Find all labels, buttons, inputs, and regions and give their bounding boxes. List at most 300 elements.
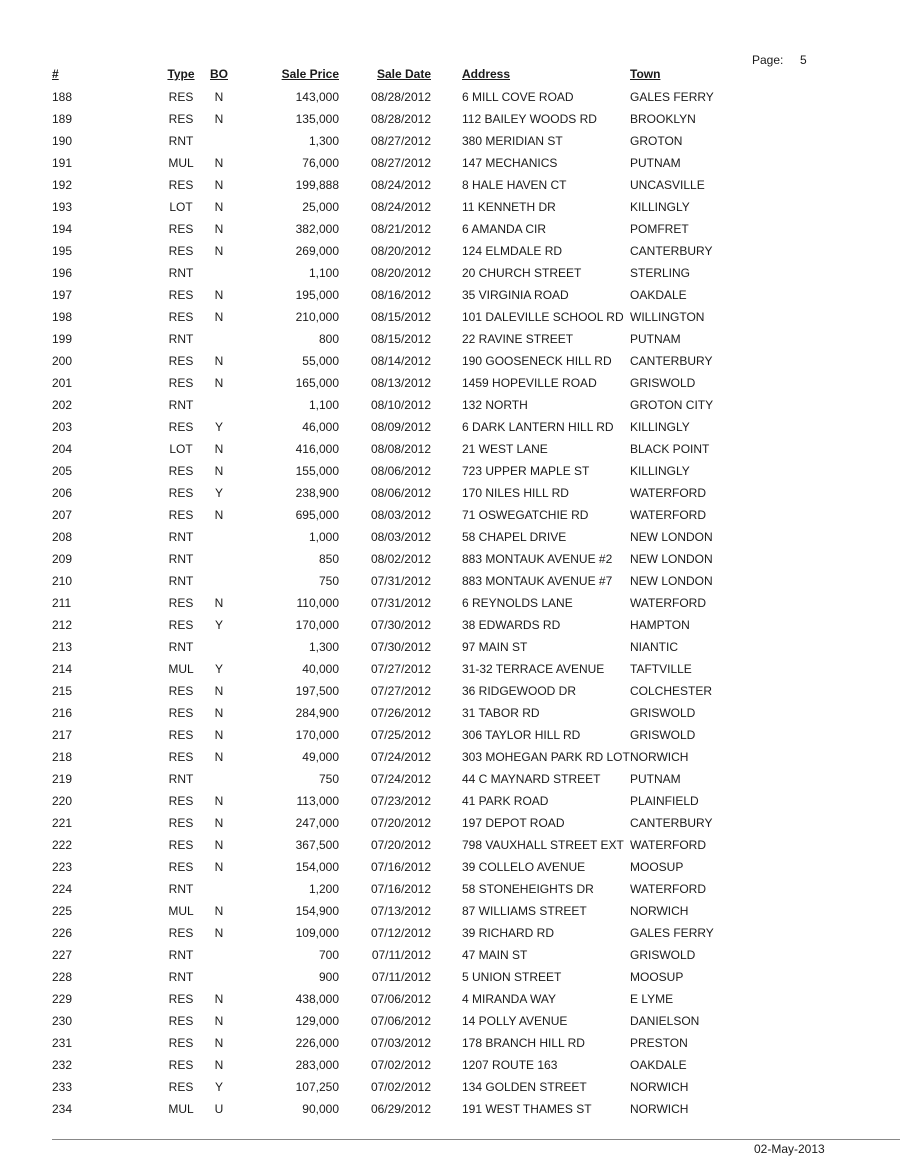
column-header-address: Address bbox=[462, 67, 511, 81]
cell-bo bbox=[209, 878, 229, 900]
cell-type: RES bbox=[168, 376, 194, 390]
cell-town: GRISWOLD bbox=[630, 706, 696, 720]
cell-address: 101 DALEVILLE SCHOOL RD bbox=[462, 310, 624, 324]
cell-type: LOT bbox=[169, 442, 193, 456]
cell-sale-price: 135,000 bbox=[295, 112, 339, 126]
cell-address: 112 BAILEY WOODS RD bbox=[462, 112, 597, 126]
cell-number: 225 bbox=[52, 904, 73, 918]
cell-address: 6 REYNOLDS LANE bbox=[462, 596, 573, 610]
cell-number: 230 bbox=[52, 1014, 73, 1028]
cell-number: 224 bbox=[52, 882, 73, 896]
cell-type: RES bbox=[168, 596, 194, 610]
cell-bo bbox=[209, 570, 229, 592]
cell-type: RES bbox=[168, 222, 194, 236]
cell-type: RES bbox=[168, 244, 194, 258]
cell-sale-date: 07/27/2012 bbox=[370, 684, 431, 698]
cell-address: 197 DEPOT ROAD bbox=[462, 816, 565, 830]
cell-sale-price: 1,100 bbox=[308, 398, 339, 412]
cell-bo: N bbox=[214, 244, 224, 258]
cell-sale-price: 900 bbox=[318, 970, 339, 984]
cell-type: RES bbox=[168, 420, 194, 434]
table-row bbox=[0, 658, 740, 680]
cell-bo bbox=[209, 944, 229, 966]
table-row bbox=[0, 548, 740, 570]
cell-number: 210 bbox=[52, 574, 73, 588]
cell-bo: N bbox=[214, 90, 224, 104]
cell-bo bbox=[209, 328, 229, 350]
cell-number: 213 bbox=[52, 640, 73, 654]
cell-town: GROTON CITY bbox=[630, 398, 714, 412]
table-row bbox=[0, 240, 740, 262]
cell-address: 883 MONTAUK AVENUE #2 bbox=[462, 552, 613, 566]
cell-bo: N bbox=[214, 838, 224, 852]
cell-town: NEW LONDON bbox=[630, 530, 713, 544]
cell-bo: Y bbox=[214, 662, 223, 676]
cell-town: DANIELSON bbox=[630, 1014, 700, 1028]
cell-sale-price: 382,000 bbox=[295, 222, 339, 236]
cell-number: 207 bbox=[52, 508, 73, 522]
cell-number: 232 bbox=[52, 1058, 73, 1072]
table-row bbox=[0, 1098, 740, 1120]
cell-sale-price: 129,000 bbox=[295, 1014, 339, 1028]
cell-sale-date: 07/24/2012 bbox=[370, 750, 431, 764]
cell-bo: N bbox=[214, 464, 224, 478]
cell-town: PRESTON bbox=[630, 1036, 688, 1050]
sales-table bbox=[0, 62, 740, 1120]
cell-town: NEW LONDON bbox=[630, 552, 713, 566]
cell-address: 132 NORTH bbox=[462, 398, 528, 412]
footer-date: 02-May-2013 bbox=[754, 1142, 825, 1156]
cell-number: 190 bbox=[52, 134, 73, 148]
table-row bbox=[0, 922, 740, 944]
cell-type: RES bbox=[168, 794, 194, 808]
cell-sale-date: 07/31/2012 bbox=[370, 596, 431, 610]
cell-sale-price: 109,000 bbox=[295, 926, 339, 940]
cell-bo: N bbox=[214, 288, 224, 302]
cell-bo: N bbox=[214, 442, 224, 456]
cell-sale-date: 08/27/2012 bbox=[370, 156, 431, 170]
cell-bo bbox=[209, 526, 229, 548]
cell-sale-date: 07/23/2012 bbox=[370, 794, 431, 808]
cell-sale-price: 283,000 bbox=[295, 1058, 339, 1072]
cell-town: STERLING bbox=[630, 266, 691, 280]
cell-number: 191 bbox=[52, 156, 73, 170]
cell-bo: N bbox=[214, 596, 224, 610]
cell-address: 58 CHAPEL DRIVE bbox=[462, 530, 567, 544]
cell-bo: N bbox=[214, 376, 224, 390]
cell-type: MUL bbox=[168, 156, 194, 170]
cell-type: MUL bbox=[168, 662, 194, 676]
cell-sale-price: 49,000 bbox=[302, 750, 339, 764]
cell-sale-date: 08/02/2012 bbox=[370, 552, 431, 566]
cell-type: RES bbox=[168, 728, 194, 742]
cell-address: 5 UNION STREET bbox=[462, 970, 562, 984]
cell-sale-date: 08/28/2012 bbox=[370, 112, 431, 126]
cell-sale-date: 08/15/2012 bbox=[370, 310, 431, 324]
page-number: 5 bbox=[800, 53, 807, 67]
cell-town: PUTNAM bbox=[630, 772, 681, 786]
cell-number: 201 bbox=[52, 376, 73, 390]
cell-type: RNT bbox=[168, 882, 194, 896]
cell-sale-price: 1,200 bbox=[308, 882, 339, 896]
cell-address: 36 RIDGEWOOD DR bbox=[462, 684, 577, 698]
column-header-bo: BO bbox=[210, 67, 228, 81]
cell-address: 71 OSWEGATCHIE RD bbox=[462, 508, 589, 522]
cell-number: 200 bbox=[52, 354, 73, 368]
table-body bbox=[0, 86, 740, 1120]
cell-bo bbox=[209, 262, 229, 284]
table-row bbox=[0, 1054, 740, 1076]
cell-address: 21 WEST LANE bbox=[462, 442, 548, 456]
cell-number: 208 bbox=[52, 530, 73, 544]
cell-sale-date: 07/16/2012 bbox=[370, 882, 431, 896]
cell-town: NORWICH bbox=[630, 1080, 689, 1094]
cell-bo: U bbox=[214, 1102, 224, 1116]
cell-type: RNT bbox=[168, 552, 194, 566]
cell-town: BROOKLYN bbox=[630, 112, 696, 126]
cell-address: 124 ELMDALE RD bbox=[462, 244, 563, 258]
cell-sale-price: 210,000 bbox=[295, 310, 339, 324]
cell-number: 189 bbox=[52, 112, 73, 126]
cell-sale-date: 08/06/2012 bbox=[370, 486, 431, 500]
cell-number: 219 bbox=[52, 772, 73, 786]
cell-town: BLACK POINT bbox=[630, 442, 710, 456]
cell-sale-date: 08/16/2012 bbox=[370, 288, 431, 302]
cell-address: 39 COLLELO AVENUE bbox=[462, 860, 586, 874]
cell-address: 6 DARK LANTERN HILL RD bbox=[462, 420, 614, 434]
cell-number: 215 bbox=[52, 684, 73, 698]
cell-sale-date: 07/06/2012 bbox=[370, 1014, 431, 1028]
cell-address: 191 WEST THAMES ST bbox=[462, 1102, 592, 1116]
cell-bo: N bbox=[214, 860, 224, 874]
cell-number: 222 bbox=[52, 838, 73, 852]
cell-sale-price: 90,000 bbox=[302, 1102, 339, 1116]
cell-bo: N bbox=[214, 508, 224, 522]
cell-address: 6 MILL COVE ROAD bbox=[462, 90, 574, 104]
cell-number: 195 bbox=[52, 244, 73, 258]
cell-address: 883 MONTAUK AVENUE #7 bbox=[462, 574, 613, 588]
cell-type: RES bbox=[168, 508, 194, 522]
cell-type: RES bbox=[168, 706, 194, 720]
cell-number: 198 bbox=[52, 310, 73, 324]
cell-sale-date: 07/26/2012 bbox=[370, 706, 431, 720]
cell-sale-date: 08/15/2012 bbox=[370, 332, 431, 346]
table-row bbox=[0, 1032, 740, 1054]
cell-sale-price: 247,000 bbox=[295, 816, 339, 830]
cell-sale-date: 07/11/2012 bbox=[371, 948, 431, 962]
cell-bo: N bbox=[214, 728, 224, 742]
cell-sale-price: 416,000 bbox=[295, 442, 339, 456]
column-header-sale-price: Sale Price bbox=[281, 67, 339, 81]
cell-sale-price: 197,500 bbox=[295, 684, 339, 698]
cell-sale-price: 46,000 bbox=[302, 420, 339, 434]
cell-number: 203 bbox=[52, 420, 73, 434]
cell-town: WATERFORD bbox=[630, 882, 706, 896]
cell-sale-date: 08/21/2012 bbox=[370, 222, 431, 236]
cell-number: 193 bbox=[52, 200, 73, 214]
cell-address: 190 GOOSENECK HILL RD bbox=[462, 354, 612, 368]
cell-number: 214 bbox=[52, 662, 73, 676]
cell-bo: Y bbox=[214, 1080, 223, 1094]
cell-town: OAKDALE bbox=[630, 1058, 687, 1072]
table-row bbox=[0, 438, 740, 460]
cell-type: RES bbox=[168, 464, 194, 478]
table-row bbox=[0, 416, 740, 438]
cell-type: RES bbox=[168, 618, 194, 632]
cell-sale-price: 170,000 bbox=[295, 728, 339, 742]
cell-town: KILLINGLY bbox=[630, 200, 690, 214]
cell-sale-date: 06/29/2012 bbox=[370, 1102, 431, 1116]
table-row bbox=[0, 262, 740, 284]
cell-town: CANTERBURY bbox=[630, 816, 713, 830]
cell-number: 206 bbox=[52, 486, 73, 500]
cell-sale-price: 154,900 bbox=[295, 904, 339, 918]
cell-number: 231 bbox=[52, 1036, 73, 1050]
table-row bbox=[0, 284, 740, 306]
cell-town: POMFRET bbox=[630, 222, 689, 236]
cell-address: 303 MOHEGAN PARK RD LOT bbox=[462, 750, 630, 764]
cell-sale-date: 08/14/2012 bbox=[370, 354, 431, 368]
cell-town: GRISWOLD bbox=[630, 376, 696, 390]
cell-town: WILLINGTON bbox=[630, 310, 705, 324]
table-row bbox=[0, 966, 740, 988]
cell-town: UNCASVILLE bbox=[630, 178, 705, 192]
cell-town: NIANTIC bbox=[630, 640, 678, 654]
cell-number: 216 bbox=[52, 706, 73, 720]
cell-type: MUL bbox=[168, 904, 194, 918]
cell-sale-price: 226,000 bbox=[295, 1036, 339, 1050]
cell-address: 306 TAYLOR HILL RD bbox=[462, 728, 581, 742]
cell-type: RES bbox=[168, 860, 194, 874]
cell-bo: N bbox=[214, 1036, 224, 1050]
column-header-type: Type bbox=[167, 67, 195, 81]
cell-address: 11 KENNETH DR bbox=[462, 200, 556, 214]
cell-number: 229 bbox=[52, 992, 73, 1006]
cell-address: 8 HALE HAVEN CT bbox=[462, 178, 567, 192]
cell-sale-price: 76,000 bbox=[302, 156, 339, 170]
cell-bo bbox=[209, 130, 229, 152]
cell-number: 220 bbox=[52, 794, 73, 808]
table-row bbox=[0, 394, 740, 416]
table-row bbox=[0, 86, 740, 108]
cell-address: 39 RICHARD RD bbox=[462, 926, 555, 940]
cell-type: RES bbox=[168, 1080, 194, 1094]
cell-sale-price: 1,300 bbox=[308, 134, 339, 148]
cell-bo: N bbox=[214, 750, 224, 764]
cell-number: 204 bbox=[52, 442, 73, 456]
cell-address: 380 MERIDIAN ST bbox=[462, 134, 563, 148]
cell-bo: N bbox=[214, 684, 224, 698]
table-row bbox=[0, 460, 740, 482]
cell-town: WATERFORD bbox=[630, 596, 706, 610]
table-row bbox=[0, 988, 740, 1010]
table-row bbox=[0, 196, 740, 218]
cell-address: 97 MAIN ST bbox=[462, 640, 528, 654]
cell-town: NORWICH bbox=[630, 1102, 689, 1116]
cell-type: RNT bbox=[168, 134, 194, 148]
cell-type: RES bbox=[168, 112, 194, 126]
cell-address: 4 MIRANDA WAY bbox=[462, 992, 557, 1006]
cell-number: 194 bbox=[52, 222, 73, 236]
cell-sale-price: 1,300 bbox=[308, 640, 339, 654]
cell-number: 188 bbox=[52, 90, 73, 104]
cell-bo: N bbox=[214, 926, 224, 940]
cell-town: GROTON bbox=[630, 134, 683, 148]
cell-number: 223 bbox=[52, 860, 73, 874]
cell-address: 22 RAVINE STREET bbox=[462, 332, 574, 346]
table-row bbox=[0, 944, 740, 966]
cell-sale-date: 07/25/2012 bbox=[370, 728, 431, 742]
cell-sale-date: 07/30/2012 bbox=[370, 618, 431, 632]
cell-sale-price: 750 bbox=[318, 574, 339, 588]
cell-town: E LYME bbox=[630, 992, 674, 1006]
column-header-number: # bbox=[52, 67, 59, 81]
cell-address: 58 STONEHEIGHTS DR bbox=[462, 882, 594, 896]
cell-type: RES bbox=[168, 838, 194, 852]
cell-sale-date: 08/08/2012 bbox=[370, 442, 431, 456]
cell-sale-price: 107,250 bbox=[295, 1080, 339, 1094]
cell-number: 199 bbox=[52, 332, 73, 346]
table-row bbox=[0, 1010, 740, 1032]
table-row bbox=[0, 328, 740, 350]
cell-sale-price: 199,888 bbox=[295, 178, 339, 192]
cell-bo: Y bbox=[214, 420, 223, 434]
cell-town: GALES FERRY bbox=[630, 90, 714, 104]
cell-type: RNT bbox=[168, 332, 194, 346]
cell-bo bbox=[209, 768, 229, 790]
cell-type: RES bbox=[168, 816, 194, 830]
cell-address: 20 CHURCH STREET bbox=[462, 266, 582, 280]
table-row bbox=[0, 790, 740, 812]
cell-sale-price: 170,000 bbox=[295, 618, 339, 632]
cell-town: MOOSUP bbox=[630, 860, 684, 874]
table-row bbox=[0, 174, 740, 196]
cell-sale-date: 08/10/2012 bbox=[370, 398, 431, 412]
table-row bbox=[0, 680, 740, 702]
cell-number: 218 bbox=[52, 750, 73, 764]
table-row bbox=[0, 768, 740, 790]
cell-bo: N bbox=[214, 178, 224, 192]
cell-sale-date: 07/31/2012 bbox=[370, 574, 431, 588]
table-row bbox=[0, 878, 740, 900]
cell-type: MUL bbox=[168, 1102, 194, 1116]
table-row bbox=[0, 746, 740, 768]
cell-bo: N bbox=[214, 200, 224, 214]
cell-town: HAMPTON bbox=[630, 618, 690, 632]
cell-town: WATERFORD bbox=[630, 838, 706, 852]
cell-type: RES bbox=[168, 486, 194, 500]
cell-sale-date: 07/24/2012 bbox=[370, 772, 431, 786]
cell-sale-price: 40,000 bbox=[302, 662, 339, 676]
cell-type: RES bbox=[168, 1036, 194, 1050]
cell-type: RES bbox=[168, 992, 194, 1006]
table-row bbox=[0, 570, 740, 592]
cell-bo: N bbox=[214, 156, 224, 170]
table-row bbox=[0, 218, 740, 240]
cell-address: 6 AMANDA CIR bbox=[462, 222, 547, 236]
cell-sale-price: 110,000 bbox=[296, 596, 339, 610]
cell-type: RES bbox=[168, 684, 194, 698]
cell-bo bbox=[209, 394, 229, 416]
cell-sale-price: 284,900 bbox=[295, 706, 339, 720]
table-row bbox=[0, 812, 740, 834]
cell-number: 197 bbox=[52, 288, 73, 302]
cell-address: 38 EDWARDS RD bbox=[462, 618, 561, 632]
cell-type: RNT bbox=[168, 266, 194, 280]
cell-number: 196 bbox=[52, 266, 73, 280]
cell-town: NORWICH bbox=[630, 750, 689, 764]
cell-sale-price: 695,000 bbox=[295, 508, 339, 522]
cell-bo: N bbox=[214, 1058, 224, 1072]
cell-bo bbox=[209, 636, 229, 658]
cell-town: KILLINGLY bbox=[630, 464, 690, 478]
column-header-town: Town bbox=[630, 67, 661, 81]
cell-number: 202 bbox=[52, 398, 73, 412]
table-row bbox=[0, 526, 740, 548]
cell-number: 205 bbox=[52, 464, 73, 478]
cell-number: 227 bbox=[52, 948, 73, 962]
cell-type: RES bbox=[168, 1014, 194, 1028]
cell-bo: N bbox=[214, 1014, 224, 1028]
cell-number: 211 bbox=[52, 596, 72, 610]
cell-bo: N bbox=[214, 992, 224, 1006]
cell-bo: Y bbox=[214, 486, 223, 500]
cell-sale-date: 08/24/2012 bbox=[370, 200, 431, 214]
cell-town: NEW LONDON bbox=[630, 574, 713, 588]
table-row bbox=[0, 350, 740, 372]
cell-sale-price: 438,000 bbox=[295, 992, 339, 1006]
cell-sale-date: 08/03/2012 bbox=[370, 508, 431, 522]
table-row bbox=[0, 614, 740, 636]
table-row bbox=[0, 636, 740, 658]
cell-bo: N bbox=[214, 816, 224, 830]
cell-sale-date: 08/06/2012 bbox=[370, 464, 431, 478]
cell-type: RNT bbox=[168, 948, 194, 962]
cell-address: 41 PARK ROAD bbox=[462, 794, 549, 808]
cell-number: 212 bbox=[52, 618, 73, 632]
cell-type: RES bbox=[168, 90, 194, 104]
cell-address: 1459 HOPEVILLE ROAD bbox=[462, 376, 597, 390]
cell-sale-date: 07/20/2012 bbox=[370, 816, 431, 830]
cell-bo: Y bbox=[214, 618, 223, 632]
cell-town: MOOSUP bbox=[630, 970, 684, 984]
cell-type: RNT bbox=[168, 574, 194, 588]
cell-town: WATERFORD bbox=[630, 486, 706, 500]
cell-bo bbox=[209, 548, 229, 570]
cell-address: 14 POLLY AVENUE bbox=[462, 1014, 568, 1028]
table-row bbox=[0, 152, 740, 174]
cell-sale-price: 155,000 bbox=[295, 464, 339, 478]
cell-bo bbox=[209, 966, 229, 988]
cell-town: GALES FERRY bbox=[630, 926, 714, 940]
cell-town: OAKDALE bbox=[630, 288, 687, 302]
cell-town: PUTNAM bbox=[630, 156, 681, 170]
cell-number: 233 bbox=[52, 1080, 73, 1094]
cell-number: 217 bbox=[52, 728, 73, 742]
cell-address: 44 C MAYNARD STREET bbox=[462, 772, 601, 786]
cell-sale-price: 800 bbox=[318, 332, 339, 346]
cell-town: KILLINGLY bbox=[630, 420, 690, 434]
table-row bbox=[0, 108, 740, 130]
cell-town: CANTERBURY bbox=[630, 244, 713, 258]
cell-type: RNT bbox=[168, 398, 194, 412]
table-row bbox=[0, 372, 740, 394]
cell-number: 228 bbox=[52, 970, 73, 984]
cell-town: GRISWOLD bbox=[630, 948, 696, 962]
cell-type: LOT bbox=[169, 200, 193, 214]
cell-sale-price: 195,000 bbox=[295, 288, 339, 302]
cell-town: PLAINFIELD bbox=[630, 794, 699, 808]
